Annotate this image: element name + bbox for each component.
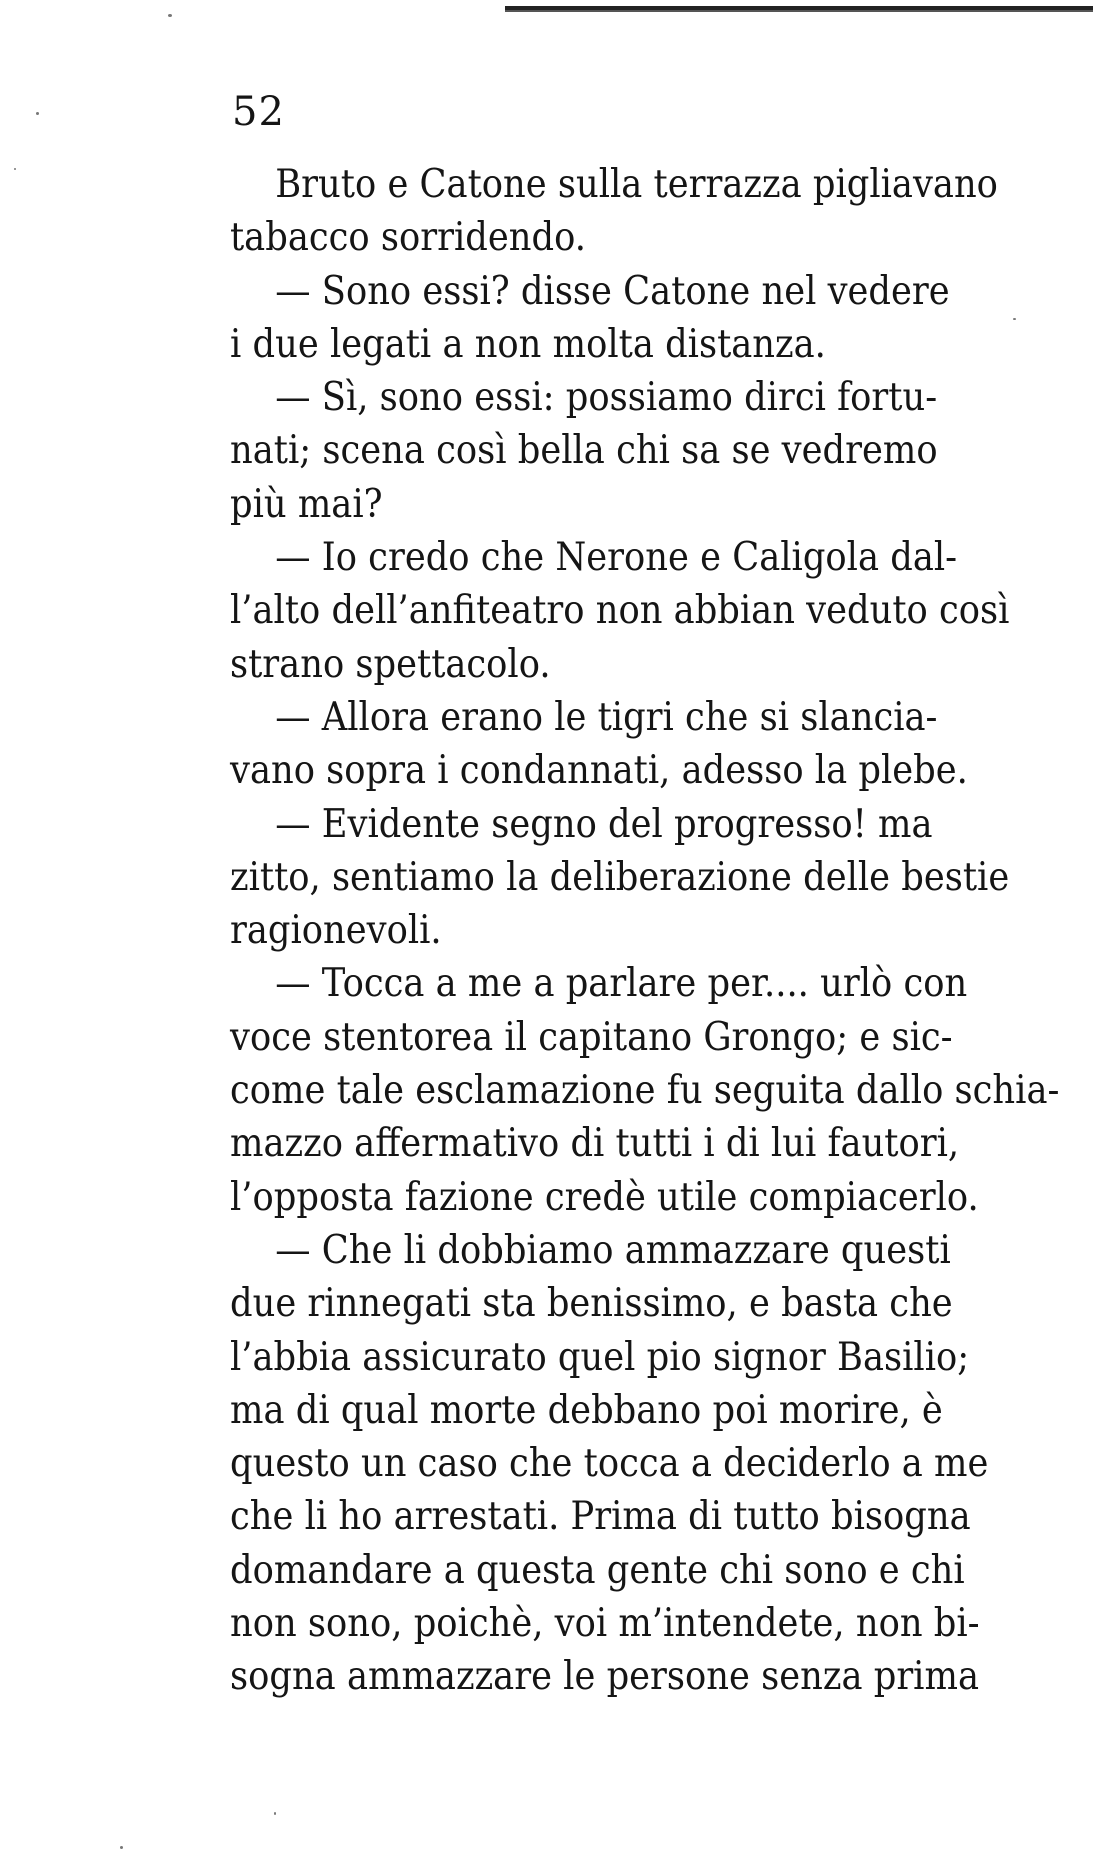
- text-line: — Che li dobbiamo ammazzare questi: [275, 1227, 951, 1273]
- text-line: l’alto dell’anfiteatro non abbian veduto così: [230, 588, 1010, 634]
- top-edge-rule-shadow: [505, 10, 1093, 12]
- text-line: ragionevoli.: [230, 908, 442, 954]
- text-line: più mai?: [230, 481, 383, 527]
- text-line: nati; scena così bella chi sa se vedremo: [230, 428, 938, 474]
- text-line: tabacco sorridendo.: [230, 215, 586, 261]
- text-line: non sono, poichè, voi m’intendete, non bi-: [230, 1601, 980, 1647]
- text-line: come tale esclamazione fu seguita dallo schia-: [230, 1068, 1060, 1114]
- text-line: — Tocca a me a parlare per.... urlò con: [275, 961, 968, 1007]
- text-line: l’abbia assicurato quel pio signor Basilio;: [230, 1334, 970, 1380]
- text-line: questo un caso che tocca a deciderlo a me: [230, 1441, 989, 1487]
- text-line: — Allora erano le tigri che si slancia-: [275, 694, 938, 740]
- text-line: strano spettacolo.: [230, 641, 551, 687]
- text-line: ma di qual morte debbano poi morire, è: [230, 1387, 943, 1433]
- text-line: mazzo affermativo di tutti i di lui fautori,: [230, 1121, 960, 1167]
- text-line: — Sì, sono essi: possiamo dirci fortu-: [275, 375, 938, 421]
- text-line: i due legati a non molta distanza.: [230, 321, 826, 367]
- text-line: vano sopra i condannati, adesso la plebe.: [230, 748, 968, 794]
- text-line: Bruto e Catone sulla terrazza pigliavano: [275, 162, 998, 207]
- page-number: 52: [232, 89, 285, 135]
- body-text: [230, 158, 1100, 1704]
- text-line: che li ho arrestati. Prima di tutto bisogna: [230, 1494, 971, 1540]
- text-line: l’opposta fazione credè utile compiacerlo.: [230, 1174, 979, 1220]
- text-line: — Io credo che Nerone e Caligola dal-: [275, 535, 958, 581]
- text-line: due rinnegati sta benissimo, e basta che: [230, 1281, 953, 1327]
- text-line: domandare a questa gente chi sono e chi: [230, 1547, 965, 1593]
- text-line: zitto, sentiamo la deliberazione delle bestie: [230, 854, 1010, 900]
- text-line: voce stentorea il capitano Grongo; e sic-: [230, 1014, 953, 1060]
- text-line: sogna ammazzare le persone senza prima: [230, 1654, 979, 1700]
- text-line: — Evidente segno del progresso! ma: [275, 801, 933, 847]
- text-line: — Sono essi? disse Catone nel vedere: [275, 268, 950, 314]
